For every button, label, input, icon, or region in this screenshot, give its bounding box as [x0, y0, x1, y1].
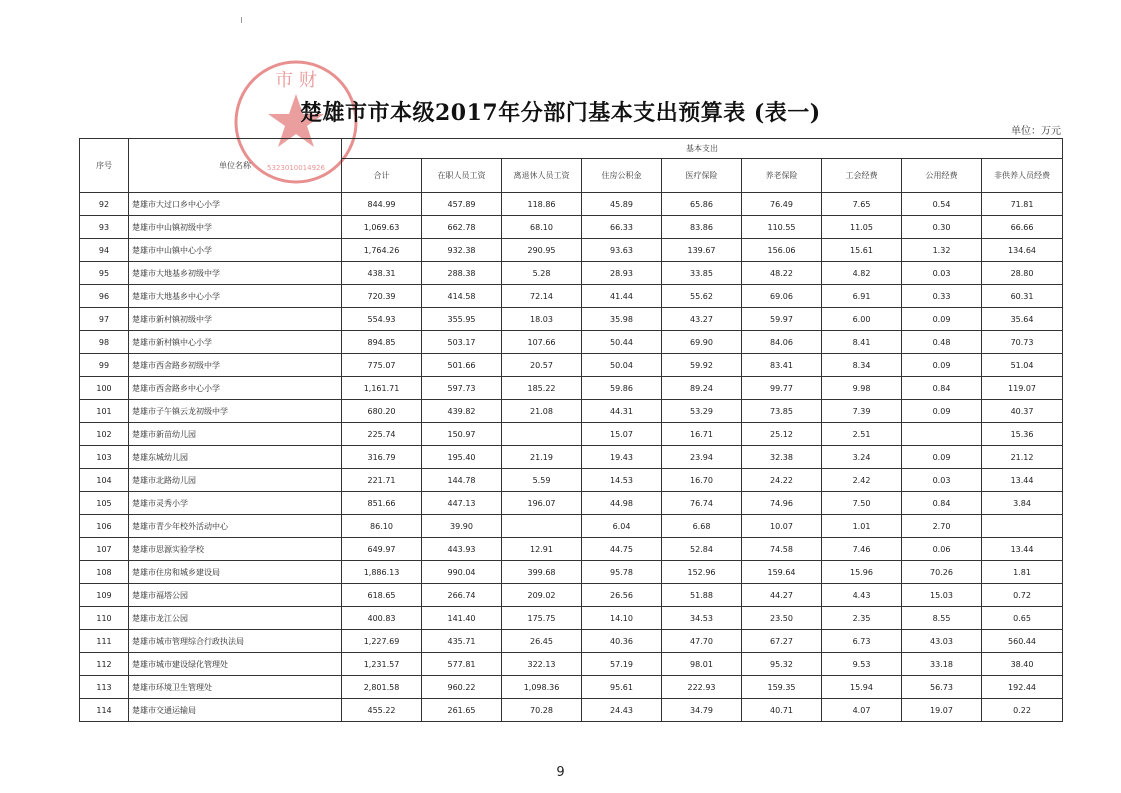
- table-row: [80, 630, 1063, 653]
- value-cell: 56.73: [902, 676, 982, 699]
- value-cell: 16.70: [662, 469, 742, 492]
- value-cell: 6.68: [662, 515, 742, 538]
- value-cell: 15.07: [582, 423, 662, 446]
- value-cell: 7.46: [822, 538, 902, 561]
- value-cell: 1,764.26: [342, 239, 422, 262]
- value-cell: 455.22: [342, 699, 422, 722]
- value-cell: 110.55: [742, 216, 822, 239]
- value-cell: 680.20: [342, 400, 422, 423]
- unit-name-cell: 楚雄市交通运输局: [129, 699, 342, 722]
- value-cell: 2.51: [822, 423, 902, 446]
- value-cell: 21.12: [982, 446, 1063, 469]
- value-cell: 0.09: [902, 308, 982, 331]
- value-cell: 70.26: [902, 561, 982, 584]
- value-cell: 185.22: [502, 377, 582, 400]
- row-number-cell: 103: [80, 446, 129, 469]
- value-cell: 20.57: [502, 354, 582, 377]
- value-cell: 175.75: [502, 607, 582, 630]
- value-cell: [502, 515, 582, 538]
- value-cell: 50.44: [582, 331, 662, 354]
- value-cell: 93.63: [582, 239, 662, 262]
- table-row: [80, 354, 1063, 377]
- value-cell: 51.88: [662, 584, 742, 607]
- row-number-cell: 104: [80, 469, 129, 492]
- row-number-cell: 111: [80, 630, 129, 653]
- value-cell: 3.24: [822, 446, 902, 469]
- value-cell: 438.31: [342, 262, 422, 285]
- value-cell: 52.84: [662, 538, 742, 561]
- unit-name-cell: 楚雄市城市建设绿化管理处: [129, 653, 342, 676]
- value-cell: 0.84: [902, 377, 982, 400]
- value-cell: 139.67: [662, 239, 742, 262]
- value-cell: 290.95: [502, 239, 582, 262]
- table-row: [80, 308, 1063, 331]
- row-number-cell: 93: [80, 216, 129, 239]
- value-cell: 577.81: [422, 653, 502, 676]
- value-cell: 59.86: [582, 377, 662, 400]
- value-cell: 16.71: [662, 423, 742, 446]
- table-row: [80, 193, 1063, 216]
- value-cell: 8.34: [822, 354, 902, 377]
- value-cell: 68.10: [502, 216, 582, 239]
- row-number-cell: 110: [80, 607, 129, 630]
- unit-name-cell: 楚雄市北路幼儿园: [129, 469, 342, 492]
- value-cell: 15.96: [822, 561, 902, 584]
- value-cell: 15.61: [822, 239, 902, 262]
- value-cell: 25.12: [742, 423, 822, 446]
- value-cell: 9.98: [822, 377, 902, 400]
- value-cell: 57.19: [582, 653, 662, 676]
- value-cell: 1,069.63: [342, 216, 422, 239]
- value-cell: 0.03: [902, 469, 982, 492]
- row-number-cell: 106: [80, 515, 129, 538]
- value-cell: 597.73: [422, 377, 502, 400]
- value-cell: 71.81: [982, 193, 1063, 216]
- value-cell: 150.97: [422, 423, 502, 446]
- value-cell: 74.58: [742, 538, 822, 561]
- value-cell: 662.78: [422, 216, 502, 239]
- value-cell: 1,161.71: [342, 377, 422, 400]
- value-cell: 225.74: [342, 423, 422, 446]
- value-cell: 9.53: [822, 653, 902, 676]
- value-cell: 560.44: [982, 630, 1063, 653]
- value-cell: 11.05: [822, 216, 902, 239]
- value-cell: 33.85: [662, 262, 742, 285]
- value-cell: 0.03: [902, 262, 982, 285]
- value-cell: 47.70: [662, 630, 742, 653]
- value-cell: 439.82: [422, 400, 502, 423]
- unit-name-cell: 楚雄市西舍路乡中心小学: [129, 377, 342, 400]
- value-cell: 2,801.58: [342, 676, 422, 699]
- value-cell: 0.84: [902, 492, 982, 515]
- value-cell: 67.27: [742, 630, 822, 653]
- value-cell: 44.31: [582, 400, 662, 423]
- unit-name-cell: 楚雄市龙江公园: [129, 607, 342, 630]
- value-cell: [502, 423, 582, 446]
- value-cell: 7.50: [822, 492, 902, 515]
- value-cell: 851.66: [342, 492, 422, 515]
- value-cell: 26.56: [582, 584, 662, 607]
- value-cell: 0.33: [902, 285, 982, 308]
- value-cell: 141.40: [422, 607, 502, 630]
- unit-name-cell: 楚雄市思源实验学校: [129, 538, 342, 561]
- row-number-cell: 95: [80, 262, 129, 285]
- unit-name-cell: 楚雄市住房和城乡建设局: [129, 561, 342, 584]
- column-header: 养老保险: [742, 159, 822, 193]
- column-header: 住房公积金: [582, 159, 662, 193]
- unit-name-cell: 楚雄市中山镇初级中学: [129, 216, 342, 239]
- value-cell: 51.04: [982, 354, 1063, 377]
- value-cell: 32.38: [742, 446, 822, 469]
- value-cell: 69.06: [742, 285, 822, 308]
- value-cell: 1,231.57: [342, 653, 422, 676]
- value-cell: 192.44: [982, 676, 1063, 699]
- value-cell: 34.79: [662, 699, 742, 722]
- value-cell: 35.98: [582, 308, 662, 331]
- table-row: [80, 561, 1063, 584]
- row-number-cell: 108: [80, 561, 129, 584]
- value-cell: 14.53: [582, 469, 662, 492]
- value-cell: 28.93: [582, 262, 662, 285]
- table-row: [80, 538, 1063, 561]
- value-cell: 95.32: [742, 653, 822, 676]
- value-cell: 18.03: [502, 308, 582, 331]
- value-cell: 55.62: [662, 285, 742, 308]
- table-row: [80, 469, 1063, 492]
- value-cell: 6.04: [582, 515, 662, 538]
- value-cell: 95.61: [582, 676, 662, 699]
- unit-name-cell: 楚雄市灵秀小学: [129, 492, 342, 515]
- value-cell: 44.75: [582, 538, 662, 561]
- unit-name-cell: 楚雄市城市管理综合行政执法局: [129, 630, 342, 653]
- row-number-cell: 100: [80, 377, 129, 400]
- row-number-cell: 112: [80, 653, 129, 676]
- row-number-cell: 94: [80, 239, 129, 262]
- value-cell: 1.01: [822, 515, 902, 538]
- value-cell: [902, 423, 982, 446]
- value-cell: 316.79: [342, 446, 422, 469]
- value-cell: 34.53: [662, 607, 742, 630]
- row-number-cell: 114: [80, 699, 129, 722]
- value-cell: 73.85: [742, 400, 822, 423]
- value-cell: 618.65: [342, 584, 422, 607]
- value-cell: 70.73: [982, 331, 1063, 354]
- page-title: 楚雄市市本级2017年分部门基本支出预算表 (表一): [300, 100, 821, 126]
- value-cell: 99.77: [742, 377, 822, 400]
- value-cell: 159.35: [742, 676, 822, 699]
- svg-text:市 财: 市 财: [275, 70, 317, 91]
- header-name: 单位名称: [129, 139, 342, 193]
- value-cell: 266.74: [422, 584, 502, 607]
- value-cell: 554.93: [342, 308, 422, 331]
- value-cell: 48.22: [742, 262, 822, 285]
- value-cell: 15.94: [822, 676, 902, 699]
- page-number: 9: [556, 765, 565, 780]
- value-cell: 60.31: [982, 285, 1063, 308]
- row-number-cell: 99: [80, 354, 129, 377]
- table-row: [80, 262, 1063, 285]
- value-cell: 0.06: [902, 538, 982, 561]
- value-cell: 0.09: [902, 446, 982, 469]
- value-cell: 26.45: [502, 630, 582, 653]
- value-cell: 53.29: [662, 400, 742, 423]
- value-cell: 649.97: [342, 538, 422, 561]
- value-cell: 288.38: [422, 262, 502, 285]
- unit-name-cell: 楚雄市中山镇中心小学: [129, 239, 342, 262]
- table-row: [80, 400, 1063, 423]
- value-cell: 44.98: [582, 492, 662, 515]
- value-cell: 74.96: [742, 492, 822, 515]
- value-cell: [982, 515, 1063, 538]
- table-row: [80, 239, 1063, 262]
- value-cell: 39.90: [422, 515, 502, 538]
- table-row: [80, 331, 1063, 354]
- value-cell: 195.40: [422, 446, 502, 469]
- value-cell: 720.39: [342, 285, 422, 308]
- value-cell: 501.66: [422, 354, 502, 377]
- column-header: 合计: [342, 159, 422, 193]
- unit-name-cell: 楚雄市环境卫生管理处: [129, 676, 342, 699]
- value-cell: 4.07: [822, 699, 902, 722]
- value-cell: 1,098.36: [502, 676, 582, 699]
- value-cell: 21.19: [502, 446, 582, 469]
- value-cell: 95.78: [582, 561, 662, 584]
- table-row: [80, 607, 1063, 630]
- table-row: [80, 492, 1063, 515]
- value-cell: 44.27: [742, 584, 822, 607]
- value-cell: 83.86: [662, 216, 742, 239]
- value-cell: 8.41: [822, 331, 902, 354]
- value-cell: 503.17: [422, 331, 502, 354]
- value-cell: 40.37: [982, 400, 1063, 423]
- value-cell: 932.38: [422, 239, 502, 262]
- unit-name-cell: 楚雄市福塔公园: [129, 584, 342, 607]
- value-cell: 4.43: [822, 584, 902, 607]
- table-row: [80, 584, 1063, 607]
- value-cell: 0.65: [982, 607, 1063, 630]
- value-cell: 83.41: [742, 354, 822, 377]
- value-cell: 76.49: [742, 193, 822, 216]
- unit-name-cell: 楚雄市青少年校外活动中心: [129, 515, 342, 538]
- value-cell: 65.86: [662, 193, 742, 216]
- value-cell: 12.91: [502, 538, 582, 561]
- value-cell: 13.44: [982, 538, 1063, 561]
- value-cell: 66.33: [582, 216, 662, 239]
- value-cell: 0.09: [902, 400, 982, 423]
- value-cell: 118.86: [502, 193, 582, 216]
- row-number-cell: 109: [80, 584, 129, 607]
- value-cell: 119.07: [982, 377, 1063, 400]
- unit-name-cell: 楚雄市子午镇云龙初级中学: [129, 400, 342, 423]
- unit-name-cell: 楚雄市大过口乡中心小学: [129, 193, 342, 216]
- value-cell: 144.78: [422, 469, 502, 492]
- value-cell: 1.81: [982, 561, 1063, 584]
- value-cell: 414.58: [422, 285, 502, 308]
- value-cell: 45.89: [582, 193, 662, 216]
- value-cell: 24.22: [742, 469, 822, 492]
- value-cell: 2.42: [822, 469, 902, 492]
- value-cell: 6.91: [822, 285, 902, 308]
- value-cell: 7.39: [822, 400, 902, 423]
- table-row: [80, 653, 1063, 676]
- value-cell: 76.74: [662, 492, 742, 515]
- value-cell: 0.09: [902, 354, 982, 377]
- table-row: [80, 377, 1063, 400]
- value-cell: 107.66: [502, 331, 582, 354]
- value-cell: 6.73: [822, 630, 902, 653]
- value-cell: 159.64: [742, 561, 822, 584]
- value-cell: 894.85: [342, 331, 422, 354]
- table-body: [80, 193, 1063, 722]
- value-cell: 21.08: [502, 400, 582, 423]
- value-cell: 5.28: [502, 262, 582, 285]
- table-row: [80, 699, 1063, 722]
- value-cell: 399.68: [502, 561, 582, 584]
- header-group: 基本支出: [342, 139, 1063, 159]
- value-cell: 19.43: [582, 446, 662, 469]
- value-cell: 0.72: [982, 584, 1063, 607]
- value-cell: 23.94: [662, 446, 742, 469]
- value-cell: 5.59: [502, 469, 582, 492]
- value-cell: 2.35: [822, 607, 902, 630]
- svg-text:5323010014926: 5323010014926: [267, 164, 325, 172]
- budget-table: [79, 138, 1063, 722]
- value-cell: 23.50: [742, 607, 822, 630]
- value-cell: 1.32: [902, 239, 982, 262]
- row-number-cell: 92: [80, 193, 129, 216]
- value-cell: 13.44: [982, 469, 1063, 492]
- value-cell: 84.06: [742, 331, 822, 354]
- row-number-cell: 96: [80, 285, 129, 308]
- value-cell: 50.04: [582, 354, 662, 377]
- value-cell: 2.70: [902, 515, 982, 538]
- unit-name-cell: 楚雄市新苗幼儿园: [129, 423, 342, 446]
- table-row: [80, 515, 1063, 538]
- value-cell: 221.71: [342, 469, 422, 492]
- value-cell: 89.24: [662, 377, 742, 400]
- value-cell: 15.36: [982, 423, 1063, 446]
- value-cell: 1,227.69: [342, 630, 422, 653]
- row-number-cell: 102: [80, 423, 129, 446]
- value-cell: 7.65: [822, 193, 902, 216]
- unit-name-cell: 楚雄市大地基乡初级中学: [129, 262, 342, 285]
- value-cell: 8.55: [902, 607, 982, 630]
- value-cell: 59.97: [742, 308, 822, 331]
- unit-name-cell: 楚雄市新村镇初级中学: [129, 308, 342, 331]
- value-cell: 322.13: [502, 653, 582, 676]
- value-cell: 196.07: [502, 492, 582, 515]
- value-cell: 59.92: [662, 354, 742, 377]
- value-cell: 69.90: [662, 331, 742, 354]
- value-cell: 156.06: [742, 239, 822, 262]
- scan-mark: [241, 17, 242, 23]
- unit-name-cell: 楚雄市新村镇中心小学: [129, 331, 342, 354]
- value-cell: 261.65: [422, 699, 502, 722]
- value-cell: 457.89: [422, 193, 502, 216]
- value-cell: 43.27: [662, 308, 742, 331]
- table-row: [80, 216, 1063, 239]
- value-cell: 66.66: [982, 216, 1063, 239]
- value-cell: 222.93: [662, 676, 742, 699]
- value-cell: 41.44: [582, 285, 662, 308]
- unit-name-cell: 楚雄市大地基乡中心小学: [129, 285, 342, 308]
- value-cell: 38.40: [982, 653, 1063, 676]
- value-cell: 844.99: [342, 193, 422, 216]
- value-cell: 4.82: [822, 262, 902, 285]
- value-cell: 0.54: [902, 193, 982, 216]
- column-header: 工会经费: [822, 159, 902, 193]
- table-row: [80, 676, 1063, 699]
- value-cell: 355.95: [422, 308, 502, 331]
- value-cell: 990.04: [422, 561, 502, 584]
- value-cell: 0.48: [902, 331, 982, 354]
- value-cell: 33.18: [902, 653, 982, 676]
- value-cell: 70.28: [502, 699, 582, 722]
- value-cell: 1,886.13: [342, 561, 422, 584]
- row-number-cell: 107: [80, 538, 129, 561]
- column-header: 离退休人员工资: [502, 159, 582, 193]
- value-cell: 6.00: [822, 308, 902, 331]
- unit-label: 单位：万元: [1011, 126, 1061, 137]
- column-header: 在职人员工资: [422, 159, 502, 193]
- value-cell: 43.03: [902, 630, 982, 653]
- value-cell: 134.64: [982, 239, 1063, 262]
- value-cell: 400.83: [342, 607, 422, 630]
- value-cell: 775.07: [342, 354, 422, 377]
- value-cell: 35.64: [982, 308, 1063, 331]
- table-row: [80, 285, 1063, 308]
- value-cell: 3.84: [982, 492, 1063, 515]
- column-header: 公用经费: [902, 159, 982, 193]
- row-number-cell: 97: [80, 308, 129, 331]
- value-cell: 209.02: [502, 584, 582, 607]
- value-cell: 40.71: [742, 699, 822, 722]
- value-cell: 15.03: [902, 584, 982, 607]
- value-cell: 98.01: [662, 653, 742, 676]
- table-row: [80, 423, 1063, 446]
- value-cell: 0.22: [982, 699, 1063, 722]
- unit-name-cell: 楚雄市西舍路乡初级中学: [129, 354, 342, 377]
- value-cell: 14.10: [582, 607, 662, 630]
- value-cell: 72.14: [502, 285, 582, 308]
- value-cell: 960.22: [422, 676, 502, 699]
- row-number-cell: 101: [80, 400, 129, 423]
- row-number-cell: 105: [80, 492, 129, 515]
- value-cell: 443.93: [422, 538, 502, 561]
- column-header: 非供养人员经费: [982, 159, 1063, 193]
- value-cell: 10.07: [742, 515, 822, 538]
- table-row: [80, 446, 1063, 469]
- value-cell: 152.96: [662, 561, 742, 584]
- value-cell: 19.07: [902, 699, 982, 722]
- value-cell: 28.80: [982, 262, 1063, 285]
- header-no: 序号: [80, 139, 129, 193]
- value-cell: 40.36: [582, 630, 662, 653]
- value-cell: 435.71: [422, 630, 502, 653]
- unit-name-cell: 楚雄东城幼儿园: [129, 446, 342, 469]
- value-cell: 86.10: [342, 515, 422, 538]
- column-header: 医疗保险: [662, 159, 742, 193]
- value-cell: 24.43: [582, 699, 662, 722]
- row-number-cell: 98: [80, 331, 129, 354]
- value-cell: 447.13: [422, 492, 502, 515]
- value-cell: 0.30: [902, 216, 982, 239]
- row-number-cell: 113: [80, 676, 129, 699]
